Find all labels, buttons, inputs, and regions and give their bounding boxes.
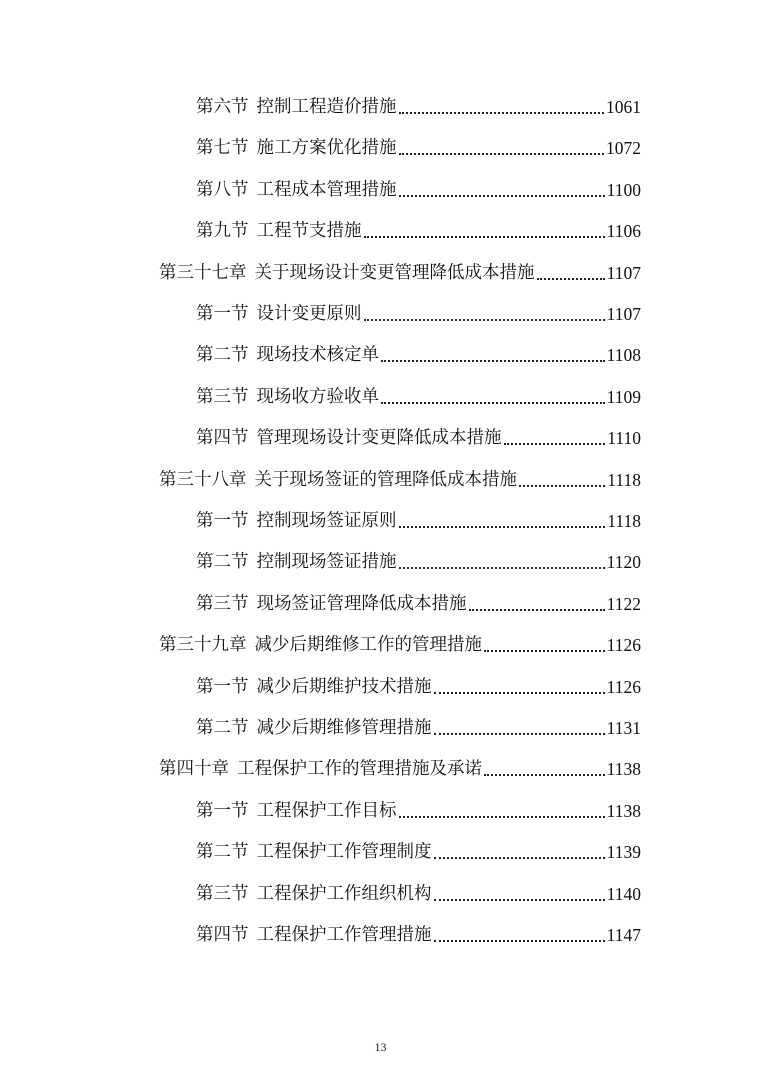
toc-entry-number: 第二节: [196, 718, 249, 738]
toc-entry-page: 1122: [606, 593, 641, 614]
toc-entry-title: 工程保护工作组织机构: [256, 883, 432, 904]
toc-entry-number: 第二节: [196, 552, 249, 573]
toc-section-entry: [196, 668, 641, 698]
toc-leader-dots: [399, 152, 605, 155]
toc-entry-page: 1100: [606, 179, 641, 200]
toc-entry-title: 工程保护工作的管理措施及承诺: [237, 759, 482, 780]
toc-entry-number: 第七节: [196, 138, 249, 159]
toc-entry-number: 第一节: [196, 304, 249, 324]
toc-entry-page: 1131: [606, 718, 641, 738]
page-number: 13: [374, 1040, 387, 1054]
toc-leader-dots: [504, 442, 606, 445]
toc-section-entry: [196, 129, 641, 159]
toc-leader-dots: [434, 732, 605, 735]
toc-section-entry: [196, 336, 641, 366]
toc-leader-dots: [364, 318, 605, 321]
toc-entry-title: 控制现场签证原则: [256, 511, 397, 531]
toc-leader-dots: [399, 815, 605, 818]
toc-entry-number: 第一节: [196, 676, 249, 697]
toc-section-entry: [196, 88, 641, 118]
toc-section-entry: [196, 875, 641, 905]
toc-entry-number: 第三节: [196, 386, 249, 407]
toc-entry-title: 减少后期维修管理措施: [256, 718, 432, 738]
toc-leader-dots: [434, 691, 605, 694]
toc-chapter-entry: [159, 461, 641, 491]
toc-leader-dots: [399, 111, 605, 114]
toc-leader-dots: [484, 773, 605, 776]
toc-section-entry: [196, 378, 641, 408]
toc-entry-title: 施工方案优化措施: [256, 138, 397, 159]
toc-entry-title: 工程保护工作管理措施: [256, 925, 432, 945]
toc-entry-page: 1106: [606, 221, 641, 242]
toc-entry-page: 1120: [606, 552, 641, 573]
toc-section-entry: [196, 709, 641, 739]
toc-entry-title: 减少后期维修工作的管理措施: [254, 635, 482, 656]
toc-entry-number: 第三节: [196, 593, 249, 614]
toc-entry-number: 第一节: [196, 800, 249, 821]
toc-entry-page: 1108: [606, 345, 641, 366]
toc-leader-dots: [469, 608, 605, 611]
toc-entry-number: 第四节: [196, 428, 249, 449]
toc-entry-title: 关于现场签证的管理降低成本措施: [254, 469, 517, 490]
toc-entry-number: 第三十九章: [159, 635, 247, 656]
toc-entry-title: 现场收方验收单: [256, 386, 379, 407]
toc-entry-title: 设计变更原则: [256, 304, 362, 324]
toc-entry-page: 1140: [606, 883, 641, 904]
toc-section-entry: [196, 916, 641, 946]
toc-leader-dots: [364, 235, 605, 238]
toc-entry-number: 第二节: [196, 842, 249, 863]
toc-entry-page: 1109: [606, 386, 641, 407]
toc-entry-title: 工程成本管理措施: [256, 179, 397, 200]
toc-section-entry: [196, 792, 641, 822]
toc-entry-title: 减少后期维护技术措施: [256, 676, 432, 697]
toc-entry-title: 现场技术核定单: [256, 345, 379, 366]
toc-section-entry: [196, 171, 641, 201]
toc-entry-page: 1072: [606, 138, 641, 159]
toc-section-entry: [196, 502, 641, 532]
toc-leader-dots: [381, 359, 605, 362]
toc-entry-page: 1110: [607, 428, 641, 449]
toc-entry-number: 第一节: [196, 511, 249, 531]
toc-section-entry: [196, 295, 641, 325]
toc-entry-title: 管理现场设计变更降低成本措施: [256, 428, 502, 449]
toc-chapter-entry: [159, 626, 641, 656]
toc-entry-number: 第九节: [196, 221, 249, 242]
toc-entry-number: 第三节: [196, 883, 249, 904]
toc-section-entry: [196, 543, 641, 573]
toc-entry-page: 1126: [606, 676, 641, 697]
toc-section-entry: [196, 419, 641, 449]
toc-entry-title: 关于现场设计变更管理降低成本措施: [254, 262, 535, 283]
toc-section-entry: [196, 212, 641, 242]
toc-entry-page: 1138: [606, 759, 641, 780]
toc-entry-page: 1118: [607, 511, 641, 531]
toc-chapter-entry: [159, 750, 641, 780]
toc-section-entry: [196, 833, 641, 863]
toc-leader-dots: [519, 484, 605, 487]
toc-entry-number: 第三十七章: [159, 262, 247, 283]
toc-entry-page: 1107: [606, 262, 641, 283]
toc-entry-number: 第二节: [196, 345, 249, 366]
toc-entry-page: 1126: [606, 635, 641, 656]
toc-entry-title: 工程保护工作目标: [256, 800, 397, 821]
toc-entry-title: 工程节支措施: [256, 221, 362, 242]
toc-leader-dots: [399, 525, 606, 528]
toc-entry-number: 第四节: [196, 925, 249, 945]
toc-entry-page: 1147: [606, 925, 641, 945]
toc-section-entry: [196, 585, 641, 615]
toc-entry-title: 控制工程造价措施: [256, 97, 397, 117]
toc-leader-dots: [537, 277, 605, 280]
toc-entry-page: 1139: [606, 842, 641, 863]
toc-entry-page: 1061: [606, 97, 641, 117]
toc-entry-number: 第四十章: [159, 759, 229, 780]
toc-entry-title: 工程保护工作管理制度: [256, 842, 432, 863]
toc-leader-dots: [381, 401, 605, 404]
toc-leader-dots: [484, 649, 605, 652]
toc-entry-page: 1138: [606, 800, 641, 821]
toc-leader-dots: [399, 566, 605, 569]
toc-entry-title: 现场签证管理降低成本措施: [256, 593, 467, 614]
toc-leader-dots: [434, 939, 605, 942]
toc-leader-dots: [434, 898, 605, 901]
toc-leader-dots: [434, 856, 605, 859]
toc-entry-title: 控制现场签证措施: [256, 552, 397, 573]
toc-chapter-entry: [159, 254, 641, 284]
toc-leader-dots: [399, 194, 605, 197]
toc-entry-number: 第三十八章: [159, 469, 247, 490]
toc-entry-page: 1107: [606, 304, 641, 324]
toc-entry-number: 第八节: [196, 179, 249, 200]
toc-entry-page: 1118: [607, 469, 641, 490]
toc-entry-number: 第六节: [196, 97, 249, 117]
